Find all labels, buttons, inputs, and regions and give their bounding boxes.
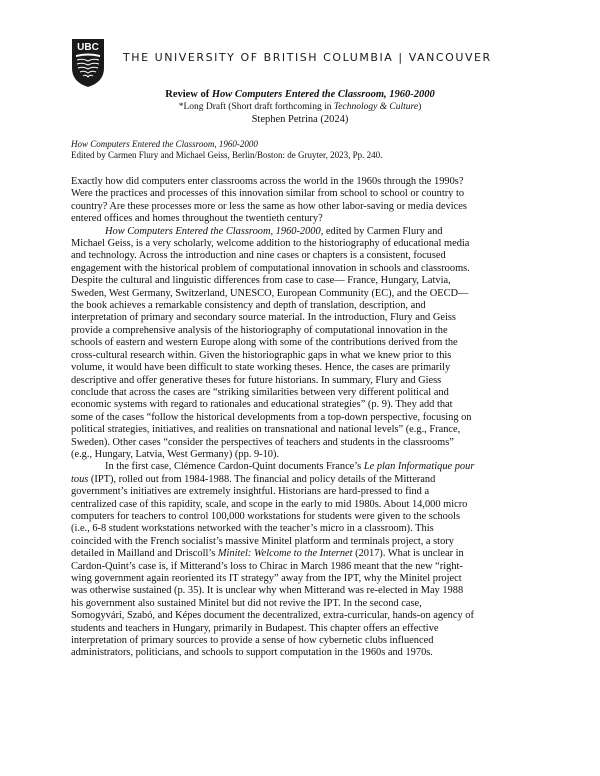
paragraph-line: provide a comprehensive analysis of the historiography of computational innovation in the bbox=[71, 324, 448, 336]
paragraph-line: schools of eastern and western Europe along with some of the contributions derived from the bbox=[71, 337, 458, 349]
paragraph-line: cross-cultural research within. Given the historiographic gaps in what we knew prior to this bbox=[71, 349, 452, 361]
ubc-logo-icon bbox=[71, 38, 105, 88]
paragraph-line: coincided with the French socialist’s massive Minitel platform and terminals project, a story bbox=[71, 535, 454, 547]
paragraph-line: interpretation of primary and secondary source material. In the introduction, Flury and Geiss bbox=[71, 312, 456, 324]
paragraph-line: students and teachers in Hungary, primarily in Budapest. This chapter offers an effective bbox=[71, 622, 439, 634]
paragraph-line: government’s initiatives are extremely insightful. Historians are hard-pressed to find a bbox=[71, 486, 430, 498]
paragraph-line: was otherwise sustained (p. 35). It is unclear why when Mitterand was re-elected in May 1988 bbox=[71, 585, 464, 597]
journal-name: Technology & Culture bbox=[333, 102, 419, 112]
paragraph-line: Michael Geiss, is a very scholarly, welcome addition to the historiography of educational media bbox=[71, 238, 470, 250]
paragraph-line: Were the practices and processes of this innovation similar from school to school or country to bbox=[71, 188, 465, 200]
paragraph-line: interpretation of primary sources to provide a sense of how cybernetic clubs influenced bbox=[71, 635, 434, 647]
paragraph-line: country? Are these processes more or less the same as how other labor-saving or media devices bbox=[71, 200, 467, 212]
inline-minitel-title: Minitel: Welcome to the Internet bbox=[217, 548, 353, 560]
paragraph-line: some of the cases “follow the historical developments from a top-down perspective, focusing on bbox=[71, 411, 472, 423]
inline-plan-title: Le plan Informatique pour bbox=[363, 461, 475, 473]
inline-book-title: How Computers Entered the Classroom, 1960-2000 bbox=[105, 225, 321, 237]
paragraph-line: computers for teachers to control 100,000 workstations for students were given to the schools bbox=[71, 510, 460, 522]
paragraph-line: entered offices and homes throughout the twentieth century? bbox=[71, 213, 323, 225]
book-citation bbox=[71, 139, 541, 161]
review-author: Stephen Petrina (2024) bbox=[251, 114, 349, 125]
paragraph-line: administrators, politicians, and schools to support computation in the 1960s and 1970s. bbox=[71, 647, 433, 659]
inline-plan-title-end: tous bbox=[71, 473, 89, 485]
review-title-prefix: Review of bbox=[165, 89, 212, 100]
title-block bbox=[90, 88, 510, 126]
paragraph-line: Exactly how did computers enter classrooms across the world in the 1960s through the 1990s? bbox=[71, 176, 464, 187]
paragraph-line: centralized case of this rapidity, scale, and scope in the early to mid 1980s. About 14,000 micro bbox=[71, 498, 468, 510]
paragraph-line: descriptive and offer generative theses for future historians. In summary, Flury and Giess bbox=[71, 374, 442, 386]
citation-details: Edited by Carmen Flury and Michael Geiss, Berlin/Boston: de Gruyter, 2023, Pp. 240. bbox=[71, 150, 383, 160]
paragraph-line: Despite the cultural and linguistic differences from case to case— France, Hungary, Latvia, bbox=[71, 275, 451, 287]
paragraph-line: and technology. Across the introduction and nine cases or chapters is a consistent, focused bbox=[71, 250, 446, 262]
logo-text: UBC bbox=[77, 42, 99, 53]
paragraph-line: Sweden, West Germany, Switzerland, UNESCO, European Community (EC), and the OECD— bbox=[71, 287, 469, 299]
review-book-title: How Computers Entered the Classroom, 1960-2000 bbox=[211, 89, 435, 100]
paragraph-line: political strategies, initiatives, and realities on transnational and national levels” (e.g., France, bbox=[71, 424, 461, 436]
review-title bbox=[90, 88, 510, 101]
paragraph-line: How Computers Entered the Classroom, 1960-2000, edited by Carmen Flury and bbox=[105, 225, 443, 237]
paragraph-line: Sweden). Other cases “consider the perspectives of teachers and students in the classrooms” bbox=[71, 436, 454, 448]
university-name: THE UNIVERSITY OF BRITISH COLUMBIA | VANCOUVER bbox=[123, 51, 492, 64]
paragraph-line: engagement with the historical problem of computational innovation in schools and classrooms. bbox=[71, 262, 470, 274]
paragraph-line: In the first case, Clémence Cardon-Quint documents France’s Le plan Informatique pour bbox=[105, 461, 475, 473]
review-body bbox=[71, 176, 541, 660]
paragraph-line: tous (IPT), rolled out from 1984-1988. The financial and policy details of the Mitterand bbox=[71, 473, 436, 485]
paragraph-line: economic systems with regard to rationales and educational strategies” (p. 9). They add that bbox=[71, 399, 453, 411]
draft-note-prefix: *Long Draft (Short draft forthcoming in bbox=[178, 102, 334, 112]
draft-note-suffix: ) bbox=[418, 102, 422, 112]
citation-book-title: How Computers Entered the Classroom, 1960-2000 bbox=[71, 139, 258, 149]
paragraph-line: conclude that across the cases are “striking similarities between very different political and bbox=[71, 386, 449, 398]
paragraph-line: (e.g., Hungary, Latvia, West Germany) (pp. 9-10). bbox=[71, 448, 280, 460]
paragraph-line: (i.e., 6-8 student workstations networked with the teacher’s micro in a classroom). This bbox=[71, 523, 434, 535]
paragraph-line: Somogyvári, Szabó, and Képes document the decentralized, extra-curricular, hands-on agency of bbox=[71, 610, 474, 622]
paragraph-line: wing government again reoriented its IT strategy” away from the IPT, why the Minitel project bbox=[71, 573, 462, 584]
paragraph-line: detailed in Mailland and Driscoll’s Minitel: Welcome to the Internet (2017). What is unclear in bbox=[71, 548, 464, 560]
paragraph-line: his government also sustained Minitel but did not revive the IPT. In the second case, bbox=[71, 597, 422, 609]
paragraph-line: volume, it would have been difficult to state working theses. Hence, the cases are primarily bbox=[71, 362, 451, 374]
paragraph-line: Cardon-Quint’s case is, if Mitterand’s loss to Chirac in March 1986 meant that the new “right- bbox=[71, 560, 463, 572]
draft-note bbox=[90, 101, 510, 113]
paragraph-line: the book achieves a remarkable consistency and depth of translation, description, and bbox=[71, 300, 426, 312]
